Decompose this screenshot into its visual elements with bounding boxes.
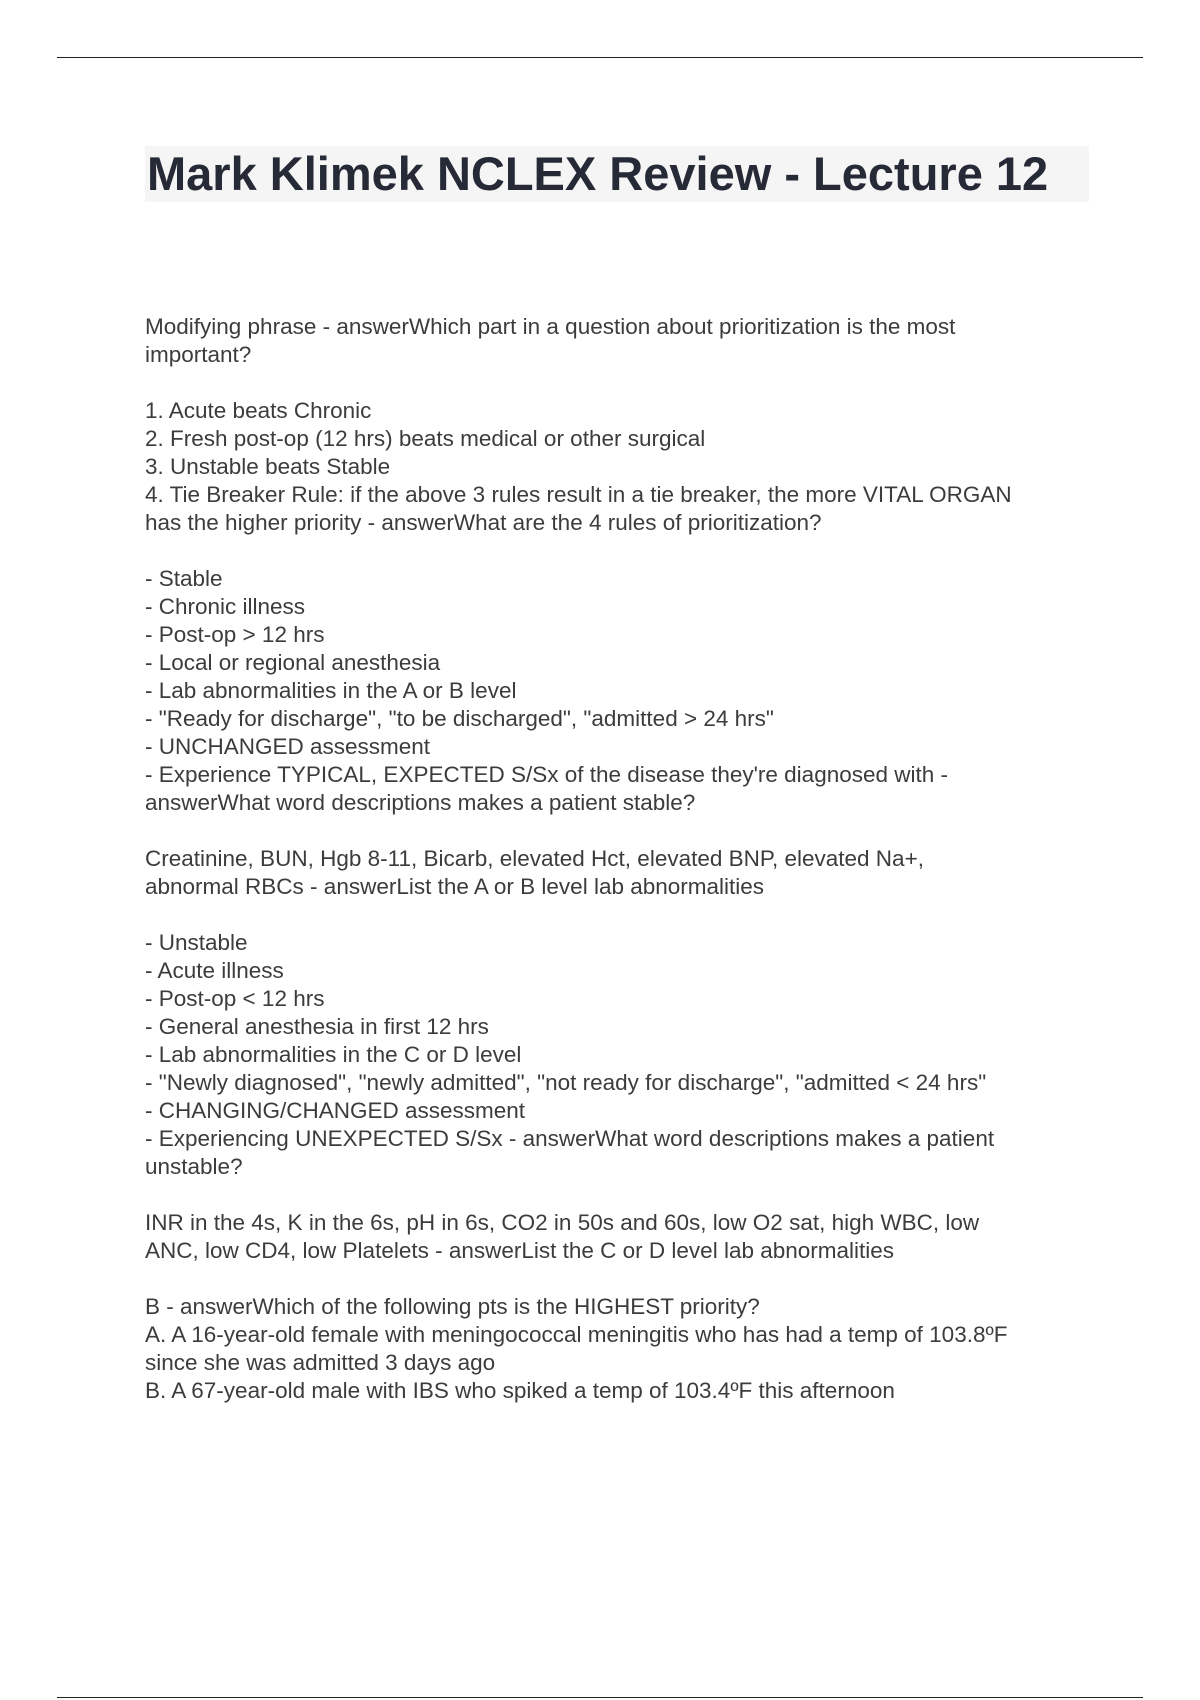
text-line: has the higher priority - answerWhat are the 4 rules of prioritization? (145, 510, 822, 535)
bottom-rule (57, 1697, 1143, 1698)
text-line: 4. Tie Breaker Rule: if the above 3 rules result in a tie breaker, the more VITAL ORGAN (145, 482, 1012, 507)
text-line: - Post-op < 12 hrs (145, 986, 325, 1011)
text-line: - Post-op > 12 hrs (145, 622, 325, 647)
top-rule (57, 57, 1143, 58)
text-line: - "Newly diagnosed", "newly admitted", "not ready for discharge", "admitted < 24 hrs" (145, 1070, 987, 1095)
document-body (145, 313, 1105, 1433)
qa-block-ab-lab-abnormalities (145, 845, 1105, 901)
qa-block-cd-lab-abnormalities (145, 1209, 1105, 1265)
text-line: - General anesthesia in first 12 hrs (145, 1014, 489, 1039)
qa-block-stable-descriptions (145, 565, 1105, 817)
text-line: Creatinine, BUN, Hgb 8-11, Bicarb, elevated Hct, elevated BNP, elevated Na+, (145, 846, 924, 871)
text-line: important? (145, 342, 252, 367)
text-line: - Chronic illness (145, 594, 306, 619)
page-title: Mark Klimek NCLEX Review - Lecture 12 (147, 147, 1049, 200)
text-line: INR in the 4s, K in the 6s, pH in 6s, CO2 in 50s and 60s, low O2 sat, high WBC, low (145, 1210, 980, 1235)
text-line: A. A 16-year-old female with meningococcal meningitis who has had a temp of 103.8ºF (145, 1322, 1008, 1347)
title-banner (145, 146, 1089, 202)
text-line: B. A 67-year-old male with IBS who spiked a temp of 103.4ºF this afternoon (145, 1378, 895, 1403)
text-line: 3. Unstable beats Stable (145, 454, 391, 479)
qa-block-unstable-descriptions (145, 929, 1105, 1181)
text-line: Modifying phrase - answerWhich part in a question about prioritization is the most (145, 314, 956, 339)
text-line: - Experiencing UNEXPECTED S/Sx - answerWhat word descriptions makes a patient (145, 1126, 995, 1151)
text-line: - Local or regional anesthesia (145, 650, 441, 675)
qa-block-highest-priority (145, 1293, 1105, 1405)
text-line: - Lab abnormalities in the A or B level (145, 678, 517, 703)
text-line: ANC, low CD4, low Platelets - answerList the C or D level lab abnormalities (145, 1238, 895, 1263)
text-line: - "Ready for discharge", "to be discharged", "admitted > 24 hrs" (145, 706, 774, 731)
text-line: answerWhat word descriptions makes a patient stable? (145, 790, 696, 815)
text-line: abnormal RBCs - answerList the A or B level lab abnormalities (145, 874, 765, 899)
text-line: 1. Acute beats Chronic (145, 398, 372, 423)
text-line: - CHANGING/CHANGED assessment (145, 1098, 526, 1123)
text-line: - Acute illness (145, 958, 284, 983)
text-line: - Unstable (145, 930, 248, 955)
text-line: - UNCHANGED assessment (145, 734, 431, 759)
text-line: since she was admitted 3 days ago (145, 1350, 496, 1375)
text-line: - Lab abnormalities in the C or D level (145, 1042, 522, 1067)
text-line: 2. Fresh post-op (12 hrs) beats medical or other surgical (145, 426, 706, 451)
qa-block-prioritization-rules (145, 397, 1105, 537)
qa-block-modifying-phrase (145, 313, 1105, 369)
text-line: unstable? (145, 1154, 243, 1179)
text-line: B - answerWhich of the following pts is the HIGHEST priority? (145, 1294, 760, 1319)
text-line: - Experience TYPICAL, EXPECTED S/Sx of the disease they're diagnosed with - (145, 762, 949, 787)
text-line: - Stable (145, 566, 223, 591)
